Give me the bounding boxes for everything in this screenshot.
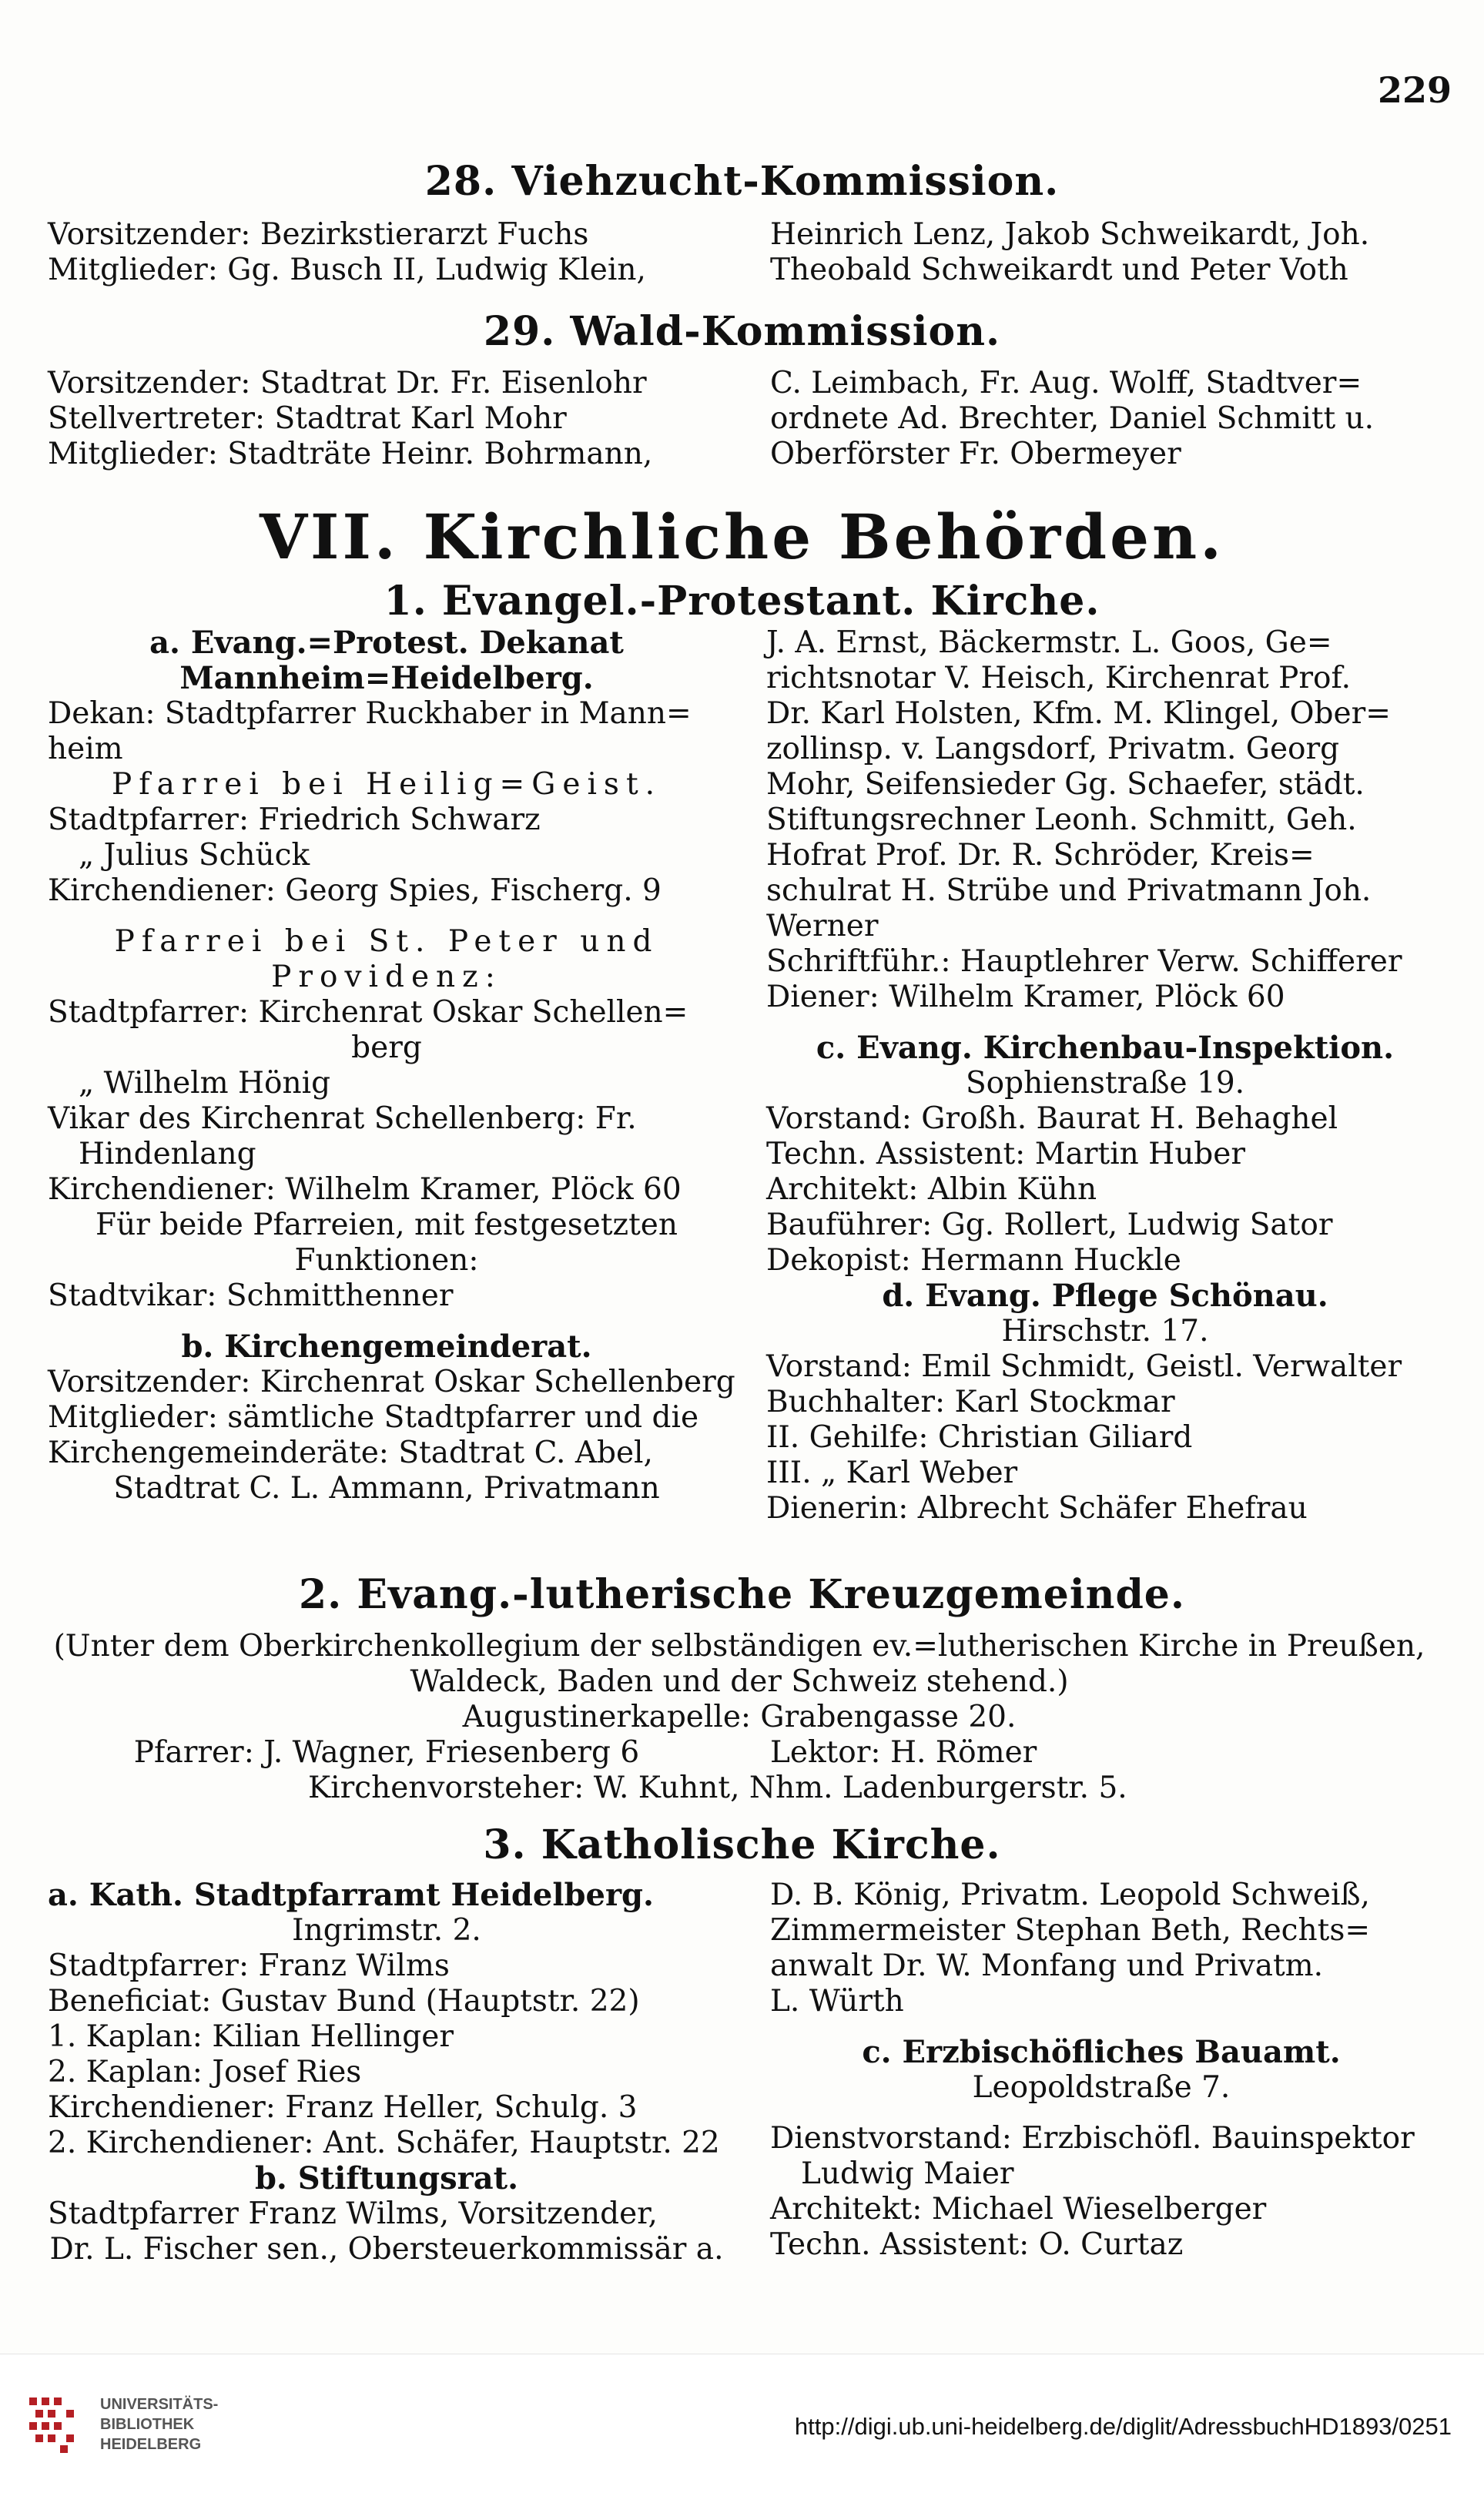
text-line: Stadtrat C. L. Ammann, Privatmann [113,1471,660,1506]
section-1-right-column [766,625,1444,1526]
text-line: Diener: Wilhelm Kramer, Plöck 60 [766,980,1285,1014]
text-line: Kirchendiener: Wilhelm Kramer, Plöck 60 [48,1172,682,1207]
text-line: anwalt Dr. W. Monfang und Privatm. [770,1948,1324,1983]
text-line: Vorsitzender: Kirchenrat Oskar Schellenberg [48,1365,735,1399]
subheading: Mannheim=Heidelberg. [179,660,594,696]
text-line: Dekan: Stadtpfarrer Ruckhaber in Mann= [48,696,692,731]
spacer [48,1314,725,1329]
text-line: Sophienstraße 19. [965,1066,1245,1101]
section-3-left-column [48,1878,725,2267]
spacer [770,2106,1432,2121]
text-line: Mitglieder: Gg. Busch II, Ludwig Klein, [48,253,646,287]
text-line: Kirchenvorsteher: W. Kuhnt, Nhm. Ladenburgerstr. 5. [308,1771,1127,1805]
text-line: Stadtpfarrer: Franz Wilms [48,1948,450,1983]
text-line: 1. Kaplan: Kilian Hellinger [48,2019,454,2054]
text-line: Pfarrei bei St. Peter und [114,924,659,959]
section-2-lektor [770,1735,1432,1771]
text-line: Buchhalter: Karl Stockmar [766,1385,1175,1419]
text-line: heim [48,732,123,766]
text-line: Schriftführ.: Hauptlehrer Verw. Schifferer [766,944,1402,979]
text-line: 2. Kaplan: Josef Ries [48,2055,362,2089]
text-line: Oberförster Fr. Obermeyer [770,437,1181,471]
text-line: Vikar des Kirchenrat Schellenberg: Fr. [48,1101,637,1136]
text-line: Mitglieder: sämtliche Stadtpfarrer und die [48,1400,699,1435]
text-line: Techn. Assistent: O. Curtaz [770,2227,1184,2262]
text-line: Mohr, Seifensieder Gg. Schaefer, städt. [766,767,1365,802]
text-line: Kirchendiener: Franz Heller, Schulg. 3 [48,2090,638,2125]
text-line: Vorsitzender: Stadtrat Dr. Fr. Eisenlohr [48,366,647,400]
text-line: Lektor: H. Römer [770,1735,1037,1770]
text-line: D. B. König, Privatm. Leopold Schweiß, [770,1878,1370,1912]
text-line: Dienerin: Albrecht Schäfer Ehefrau [766,1491,1308,1526]
text-line: Kirchengemeinderäte: Stadtrat C. Abel, [48,1436,653,1470]
text-line: Dienstvorstand: Erzbischöfl. Bauinspektor [770,2121,1415,2156]
text-line: Ingrimstr. 2. [292,1913,481,1948]
library-name-line: UNIVERSITÄTS- [100,2396,219,2413]
text-line: Augustinerkapelle: Grabengasse 20. [462,1700,1017,1734]
text-line: schulrat H. Strübe und Privatmann Joh. [766,873,1372,908]
spacer [48,909,725,924]
subheading: c. Erzbischöfliches Bauamt. [862,2034,1341,2070]
text-line: Theobald Schweikardt und Peter Voth [770,253,1348,287]
text-line: Dekopist: Hermann Huckle [766,1243,1181,1278]
source-url: http://digi.ub.uni-heidelberg.de/diglit/AdressbuchHD1893/0251 [794,2413,1452,2440]
text-line: Stadtpfarrer Franz Wilms, Vorsitzender, [48,2196,658,2231]
subheading: c. Evang. Kirchenbau-Inspektion. [816,1030,1395,1066]
subheading: a. Kath. Stadtpfarramt Heidelberg. [48,1877,654,1913]
text-line: J. A. Ernst, Bäckermstr. L. Goos, Ge= [766,625,1332,660]
text-line: Vorsitzender: Bezirkstierarzt Fuchs [48,217,589,252]
section-1-left-column [48,625,735,1506]
university-seal-icon [25,2391,89,2456]
section-28-title: 28. Viehzucht-Kommission. [424,158,1060,205]
page-number: 229 [1377,69,1452,111]
subsection-1-title: 1. Evangel.-Protestant. Kirche. [384,578,1100,625]
subheading: b. Stiftungsrat. [254,2160,519,2196]
section-2-kirchenvorsteher [308,1771,1386,1806]
text-line: Techn. Assistent: Martin Huber [766,1137,1246,1171]
text-line: Stiftungsrechner Leonh. Schmitt, Geh. [766,803,1357,837]
section-2-pfarrer [48,1735,725,1771]
text-line: Stadtpfarrer: Kirchenrat Oskar Schellen= [48,995,688,1030]
text-line: Leopoldstraße 7. [972,2070,1231,2105]
section-2-intro [46,1629,1432,1735]
text-line: Waldeck, Baden und der Schweiz stehend.) [410,1664,1069,1699]
text-line: Hirschstr. 17. [1001,1314,1209,1349]
chapter-title: VII. Kirchliche Behörden. [259,501,1224,573]
subsection-2-title: 2. Evang.-lutherische Kreuzgemeinde. [298,1571,1185,1618]
library-name [100,2394,218,2454]
text-line: Vorstand: Großh. Baurat H. Behaghel [766,1101,1338,1136]
subheading: b. Kirchengemeinderat. [181,1329,592,1365]
text-line: C. Leimbach, Fr. Aug. Wolff, Stadtver= [770,366,1362,400]
section-29-left-column [48,366,741,472]
text-line: richtsnotar V. Heisch, Kirchenrat Prof. [766,661,1351,695]
text-line: Kirchendiener: Georg Spies, Fischerg. 9 [48,873,662,908]
section-29-right-column [770,366,1432,472]
section-3-right-column [770,1878,1432,2263]
text-line: „ Wilhelm Hönig [79,1066,331,1101]
subsection-3-title: 3. Katholische Kirche. [483,1821,1001,1868]
text-line: Stadtvikar: Schmitthenner [48,1278,454,1313]
text-line: Architekt: Michael Wieselberger [770,2192,1267,2227]
text-line: Hindenlang [79,1137,256,1171]
text-line: Pfarrer: J. Wagner, Friesenberg 6 [133,1735,640,1770]
library-name-line: HEIDELBERG [100,2436,202,2453]
footer-bar [0,2354,1484,2493]
text-line: (Unter dem Oberkirchenkollegium der selbständigen ev.=lutherischen Kirche in Preußen, [53,1629,1425,1664]
text-line: „ Julius Schück [79,838,310,873]
text-line: 2. Kirchendiener: Ant. Schäfer, Hauptstr. 22 [48,2126,720,2160]
text-line: II. Gehilfe: Christian Giliard [766,1420,1193,1455]
text-line: Funktionen: [294,1243,479,1278]
text-line: Für beide Pfarreien, mit festgesetzten [95,1208,678,1242]
subheading: a. Evang.=Protest. Dekanat [149,625,624,661]
text-line: Stellvertreter: Stadtrat Karl Mohr [48,401,567,436]
text-line: berg [351,1030,422,1065]
subheading: d. Evang. Pflege Schönau. [882,1278,1328,1314]
text-line: Hofrat Prof. Dr. R. Schröder, Kreis= [766,838,1315,873]
section-28-right-column [770,217,1432,288]
text-line: Ludwig Maier [801,2156,1014,2191]
spacer [770,2019,1432,2035]
text-line: Pfarrei bei Heilig=Geist. [111,767,662,802]
text-line: Werner [766,909,879,943]
section-29-title: 29. Wald-Kommission. [483,308,1001,355]
spacer [766,1015,1444,1030]
text-line: III. „ Karl Weber [766,1456,1018,1490]
text-line: ordnete Ad. Brechter, Daniel Schmitt u. [770,401,1375,436]
text-line: L. Würth [770,1984,904,2019]
text-line: Architekt: Albin Kühn [766,1172,1097,1207]
text-line: Heinrich Lenz, Jakob Schweikardt, Joh. [770,217,1370,252]
text-line: Providenz: [271,960,502,994]
text-line: Vorstand: Emil Schmidt, Geistl. Verwalter [766,1349,1402,1384]
text-line: Dr. Karl Holsten, Kfm. M. Klingel, Ober= [766,696,1391,731]
text-line: Mitglieder: Stadträte Heinr. Bohrmann, [48,437,653,471]
text-line: Stadtpfarrer: Friedrich Schwarz [48,803,541,837]
text-line: Zimmermeister Stephan Beth, Rechts= [770,1913,1371,1948]
section-28-left-column [48,217,741,288]
text-line: Dr. L. Fischer sen., Obersteuerkommissär a. [49,2232,724,2267]
text-line: Beneficiat: Gustav Bund (Hauptstr. 22) [48,1984,640,2019]
library-name-line: BIBLIOTHEK [100,2416,195,2433]
text-line: zollinsp. v. Langsdorf, Privatm. Georg [766,732,1340,766]
text-line: Bauführer: Gg. Rollert, Ludwig Sator [766,1208,1333,1242]
